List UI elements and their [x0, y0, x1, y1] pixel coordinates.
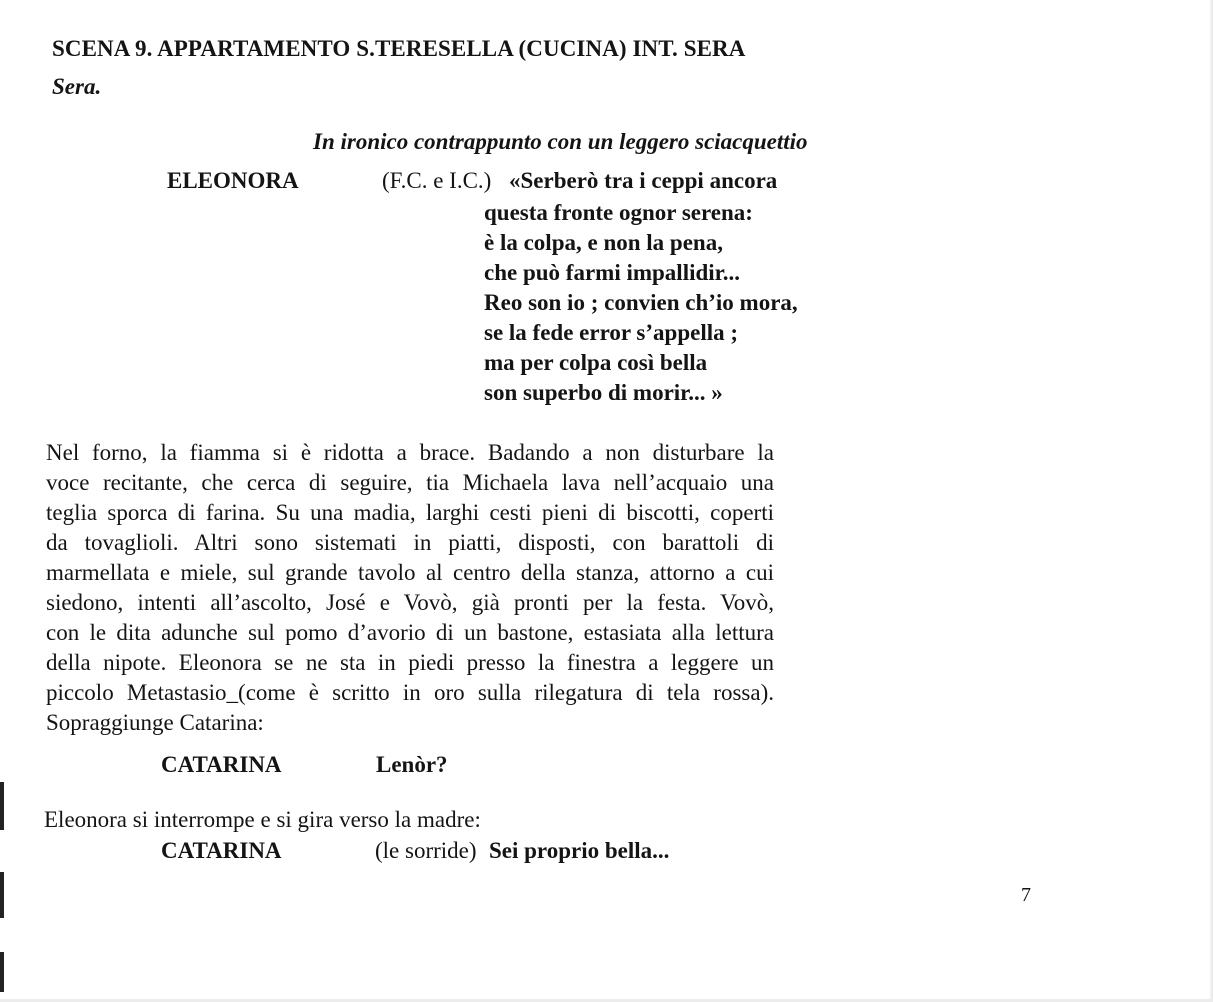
- page-number: 7: [1021, 884, 1031, 906]
- scan-edge-mark: [0, 872, 4, 918]
- verse-line-7: ma per colpa così bella: [484, 350, 708, 375]
- scan-edge-mark: [0, 782, 4, 830]
- scene-time: Sera.: [52, 74, 102, 99]
- speaker-catarina: CATARINA: [161, 752, 282, 777]
- dialogue-lenor: Lenòr?: [376, 752, 448, 777]
- verse-line-5: Reo son io ; convien ch’io mora,: [484, 290, 798, 315]
- verse-line-2: questa fronte ognor serena:: [484, 200, 753, 225]
- dialogue-sei-bella: Sei proprio bella...: [489, 838, 670, 863]
- verse-line-6: se la fede error s’appella ;: [484, 320, 739, 345]
- action-line: teglia sporca di farina. Su una madia, larghi cesti pieni di biscotti, coperti: [46, 500, 774, 525]
- scan-edge-mark: [0, 952, 4, 992]
- action-line: della nipote. Eleonora se ne sta in piedi presso la finestra a leggere un: [46, 650, 774, 675]
- parenthetical-sorride: (le sorride): [375, 838, 477, 863]
- action-line: Sopraggiunge Catarina:: [46, 710, 264, 735]
- action-line: piccolo Metastasio_(come è scritto in oro sulla rilegatura di tela rossa).: [46, 680, 774, 705]
- action-paragraph: [46, 438, 774, 738]
- verse-line-8: son superbo di morir... »: [484, 380, 723, 405]
- action-line: siedono, intenti all’ascolto, José e Vovò, già pronti per la festa. Vovò,: [46, 590, 774, 615]
- verse-block: [484, 198, 798, 408]
- verse-line-4: che può farmi impallidir...: [484, 260, 740, 285]
- action-line: marmellata e miele, sul grande tavolo al centro della stanza, attorno a cui: [46, 560, 774, 585]
- stage-direction: In ironico contrappunto con un leggero sciacquettio: [313, 129, 808, 154]
- speaker-catarina-2: CATARINA: [161, 838, 282, 863]
- verse-line-3: è la colpa, e non la pena,: [484, 230, 723, 255]
- verse-line-1: «Serberò tra i ceppi ancora: [509, 168, 778, 193]
- speaker-eleonora: ELEONORA: [167, 168, 299, 193]
- action-line: da tovaglioli. Altri sono sistemati in piatti, disposti, con barattoli di: [46, 530, 774, 555]
- scene-heading: SCENA 9. APPARTAMENTO S.TERESELLA (CUCINA) INT. SERA: [52, 36, 746, 61]
- action-line: Nel forno, la fiamma si è ridotta a brace. Badando a non disturbare la: [46, 440, 774, 465]
- parenthetical-fc-ic: (F.C. e I.C.): [382, 168, 492, 193]
- action-line-2: Eleonora si interrompe e si gira verso la madre:: [44, 807, 481, 832]
- action-line: con le dita adunche sul pomo d’avorio di un bastone, estasiata alla lettura: [46, 620, 774, 645]
- action-line: voce recitante, che cerca di seguire, tia Michaela lava nell’acquaio una: [46, 470, 774, 495]
